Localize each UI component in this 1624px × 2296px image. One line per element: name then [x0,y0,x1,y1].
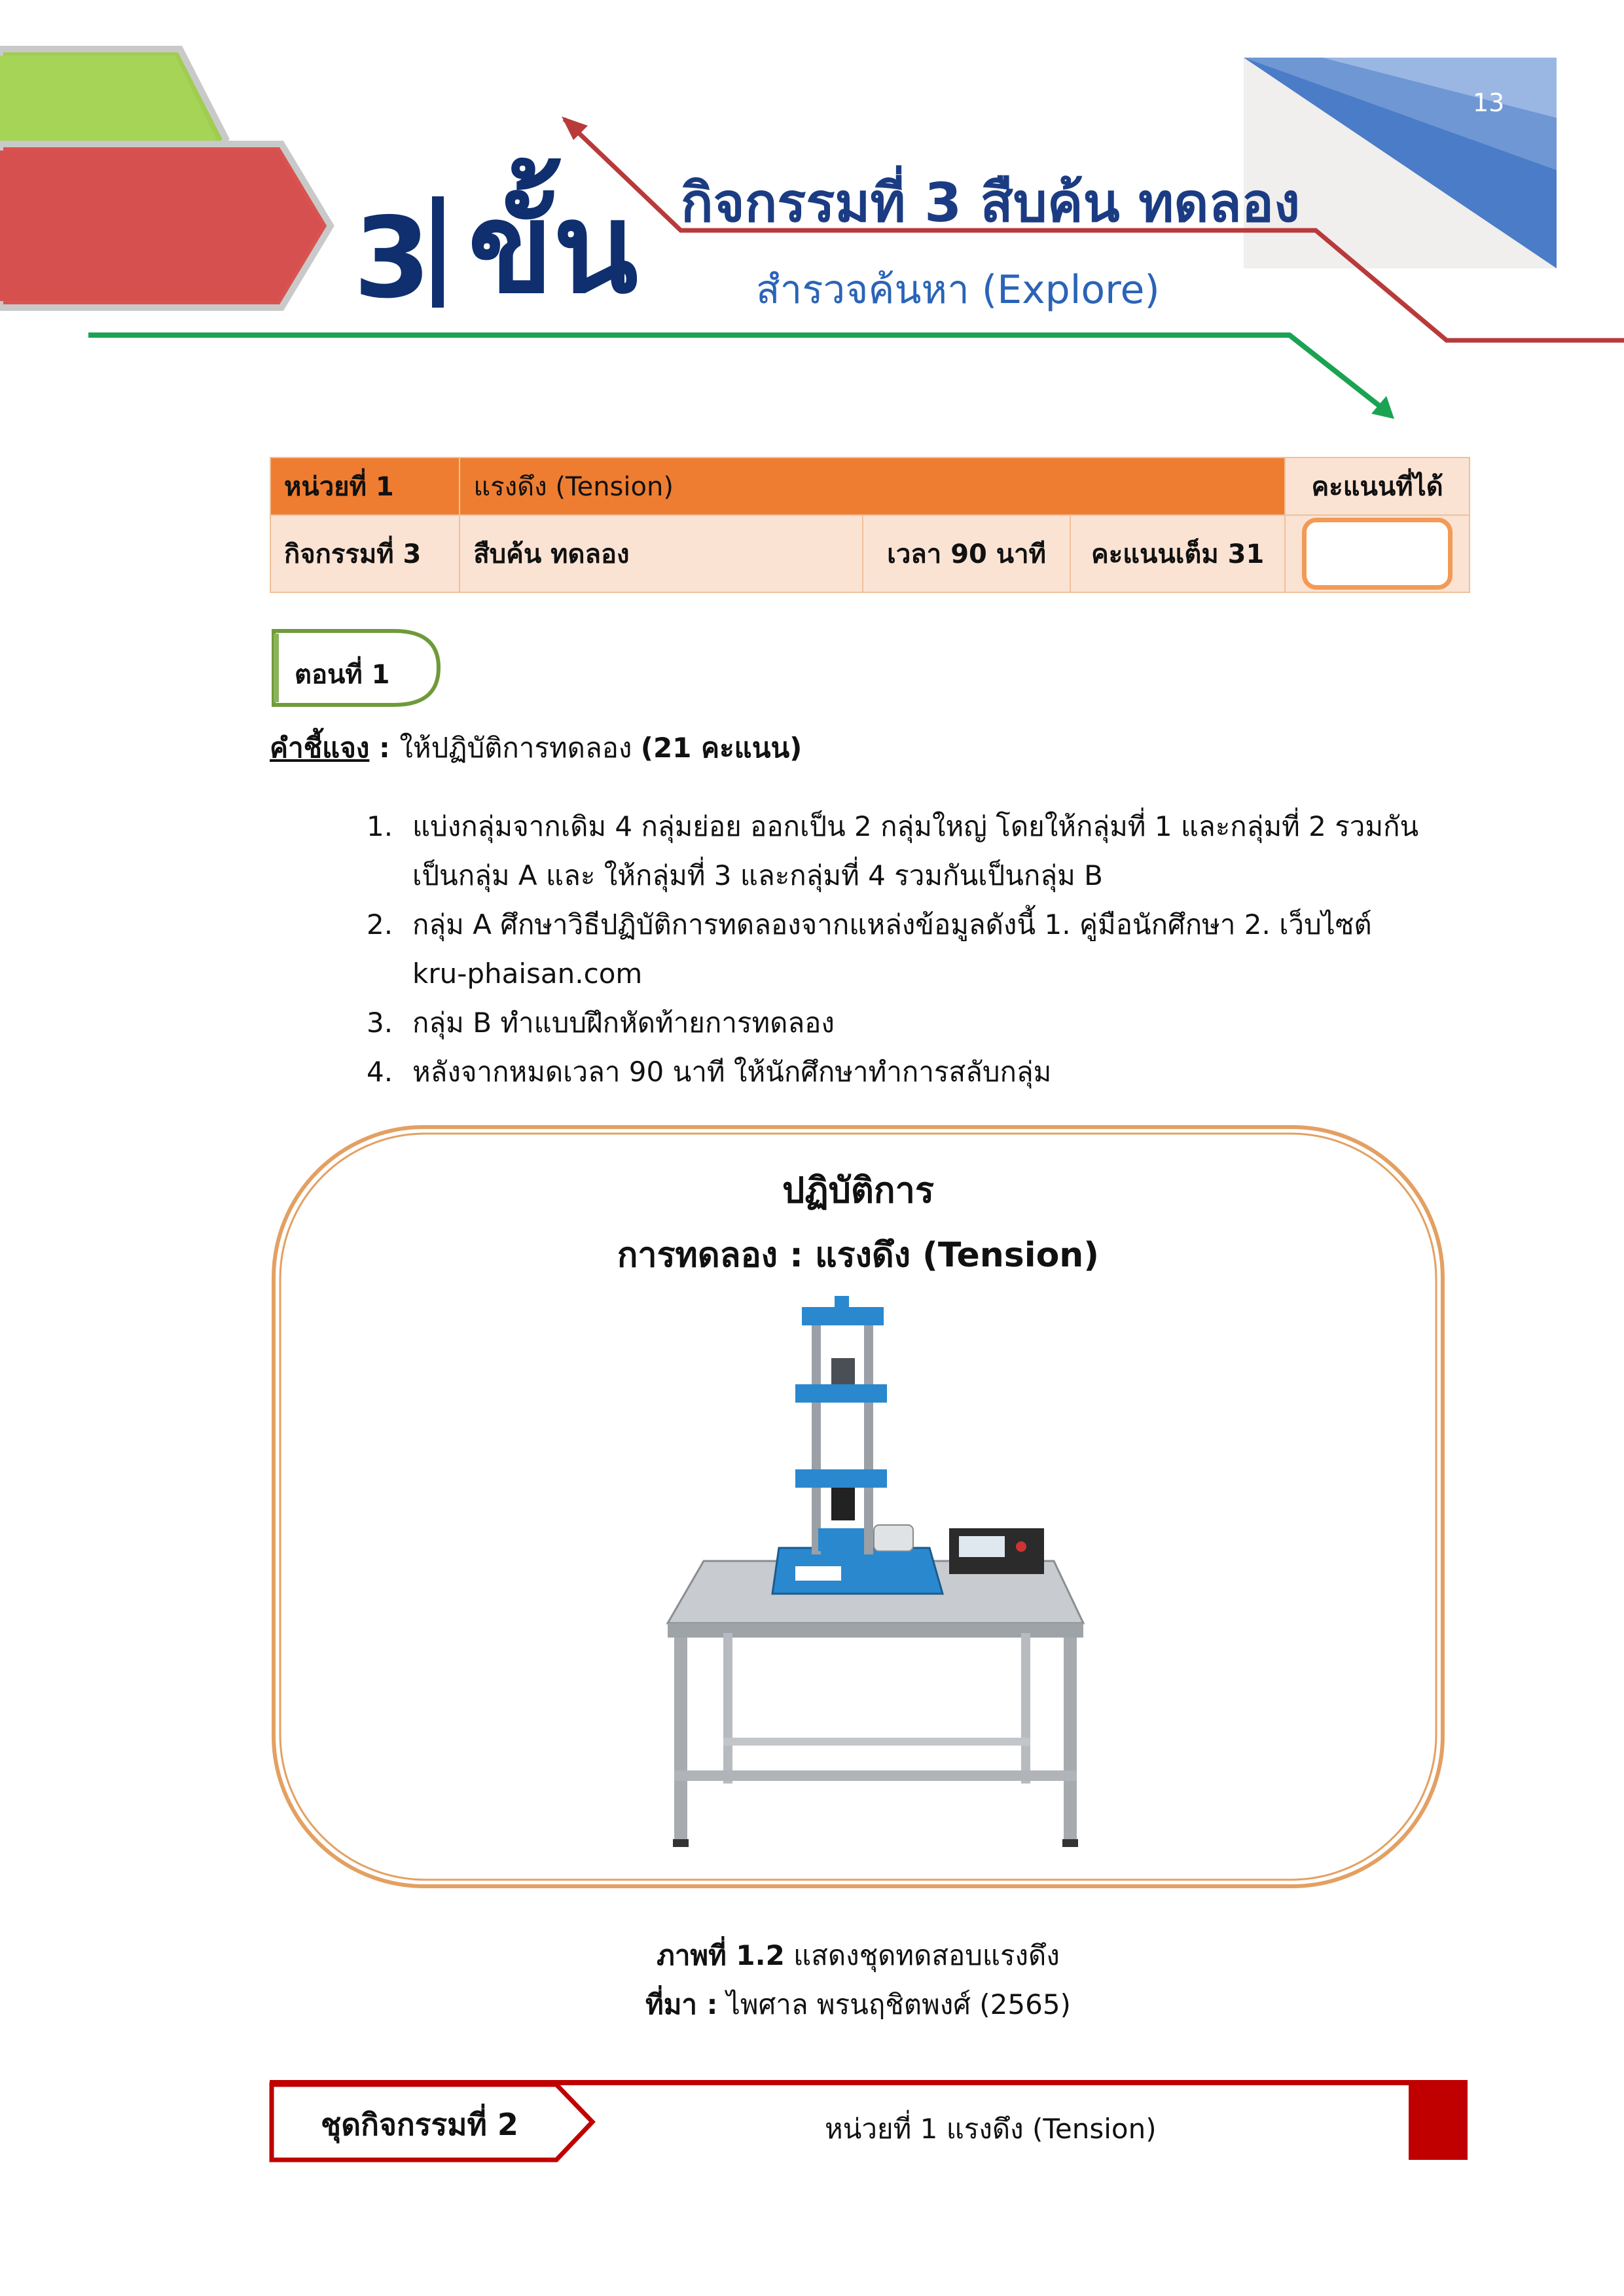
tension-apparatus-image [655,1293,1100,1856]
unit-info-table [270,457,1470,593]
instructions-colon: : [369,732,400,764]
list-item [367,900,1427,998]
full-score-cell: คะแนนเต็ม 31 [1070,515,1285,592]
list-item [367,998,1427,1047]
step-text-1: แบ่งกลุ่มจากเดิม 4 กลุ่มย่อย ออกเป็น 2 กลุ่มใหญ่ โดยให้กลุ่มที่ 1 และกลุ่มที่ 2 รวมกันเป็นกลุ่ม A และ ให้กลุ่มที่ 3 และกลุ่มที่ 4 รวมกันเป็นกลุ่ม B [412,810,1419,891]
page-number: 13 [1473,88,1505,117]
step-number-2: 2. [367,908,393,941]
instructions-points: (21 คะแนน) [640,732,803,764]
step-text-3: กลุ่ม B ทำแบบฝึกหัดท้ายการทดลอง [412,1007,835,1039]
activity-row [270,515,1470,592]
instructions-line [270,726,802,770]
step-text-2: กลุ่ม A ศึกษาวิธีปฏิบัติการทดลองจากแหล่งข้อมูลดังนี้ 1. คู่มือนักศึกษา 2. เว็บไซต์ kru-phaisan.com [412,908,1372,990]
instructions-text: ให้ปฏิบัติการทดลอง [399,732,641,764]
figure-caption [270,1934,1447,1977]
figure-label: ภาพที่ 1.2 [657,1939,785,1971]
list-item [367,1047,1427,1096]
unit-name: แรงดึง (Tension) [460,457,1285,515]
score-header: คะแนนที่ได้ [1285,457,1470,515]
figure-source [270,1983,1447,2026]
activity-name: สืบค้น ทดลอง [460,515,863,592]
score-input-box[interactable] [1302,518,1453,590]
activity-title: กิจกรรมที่ 3 สืบค้น ทดลอง [681,172,1301,234]
instructions-label: คำชี้แจง [270,732,370,764]
lab-subtitle: การทดลอง : แรงดึง (Tension) [617,1236,1100,1275]
footer-unit: หน่วยที่ 1 แรงดึง (Tension) [825,2113,1157,2145]
lab-title: ปฏิบัติการ [782,1170,934,1211]
footer-series: ชุดกิจกรรมที่ 2 [321,2107,518,2142]
time-cell: เวลา 90 นาที [863,515,1070,592]
activity-label: กิจกรรมที่ 3 [270,515,460,592]
unit-label: หน่วยที่ 1 [270,457,460,515]
step-number-4: 4. [367,1056,393,1088]
activity-subtitle: สำรวจค้นหา (Explore) [756,267,1160,313]
steps-list [367,802,1427,1096]
step-text-4: หลังจากหมดเวลา 90 นาที ให้นักศึกษาทำการสลับกลุ่ม [412,1056,1052,1088]
figure-text: แสดงชุดทดสอบแรงดึง [784,1939,1060,1971]
source-label: ที่มา : [645,1988,718,2020]
score-cell [1285,515,1470,592]
source-text: ไพศาล พรนฤชิตพงศ์ (2565) [717,1988,1071,2020]
unit-row [270,457,1470,515]
list-item [367,802,1427,900]
step-word: ขั้น [468,176,638,321]
step-number: 3 [353,194,431,323]
step-number-1: 1. [367,810,393,842]
part-label: ตอนที่ 1 [295,660,390,690]
step-number-3: 3. [367,1007,393,1039]
footer-block [1409,2083,1468,2160]
